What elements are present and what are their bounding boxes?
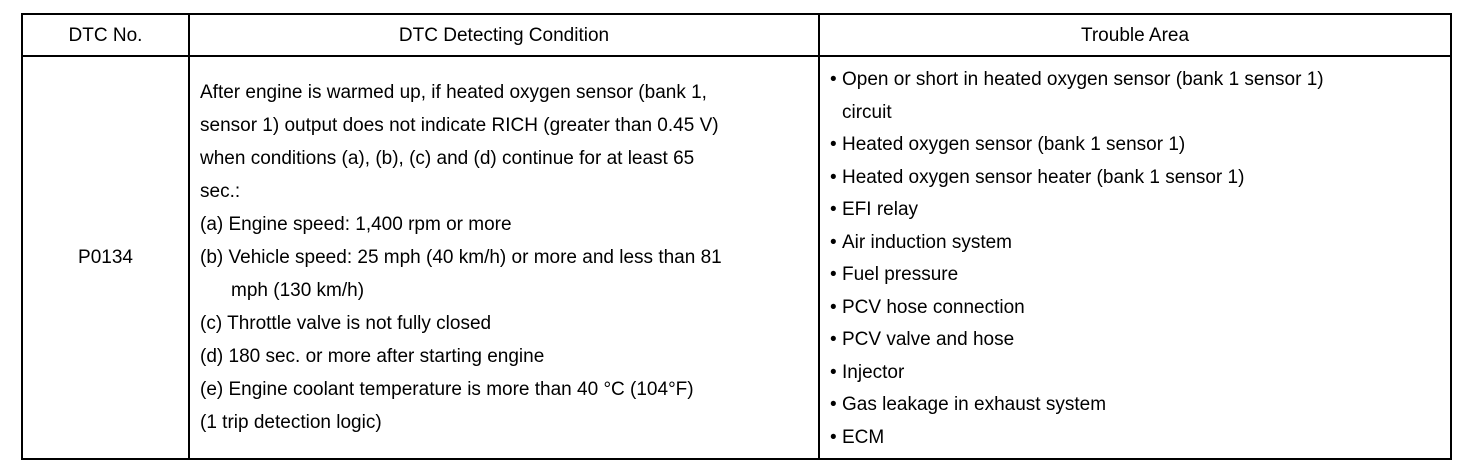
condition-e: (e) Engine coolant temperature is more than 40 °C (104°F)	[200, 379, 694, 400]
bullet-icon: •	[830, 329, 837, 350]
trouble-area-item	[830, 64, 1450, 129]
bullet-icon: •	[830, 134, 837, 155]
condition-intro-line: After engine is warmed up, if heated oxygen sensor (bank 1,	[200, 82, 707, 103]
dtc-code: P0134	[22, 56, 189, 459]
trouble-area-item	[830, 162, 1450, 195]
header-row	[22, 14, 1451, 56]
header-condition: DTC Detecting Condition	[189, 14, 819, 56]
trouble-area-continuation: circuit	[842, 101, 892, 123]
trouble-area-item	[830, 259, 1450, 292]
trouble-area-text: ECM	[842, 426, 885, 448]
header-dtc-no: DTC No.	[22, 14, 189, 56]
trouble-area-item	[830, 129, 1450, 162]
trouble-area-text: Air induction system	[842, 231, 1013, 253]
detection-logic: (1 trip detection logic)	[200, 412, 382, 433]
condition-a: (a) Engine speed: 1,400 rpm or more	[200, 214, 512, 235]
bullet-icon: •	[830, 264, 837, 285]
trouble-area-text: PCV valve and hose	[842, 329, 1015, 350]
trouble-area-item	[830, 422, 1450, 455]
condition-b-text: (b) Vehicle speed: 25 mph (40 km/h) or more and less than 81	[200, 247, 722, 268]
trouble-area-text: Open or short in heated oxygen sensor (bank 1 sensor 1)	[842, 69, 1324, 90]
trouble-area-item	[830, 194, 1450, 227]
bullet-icon: •	[830, 394, 837, 415]
condition-b-continuation: mph (130 km/h)	[231, 280, 365, 301]
trouble-area-cell	[819, 56, 1451, 459]
condition-intro-line: sec.:	[200, 181, 241, 202]
detecting-condition-cell	[189, 56, 819, 459]
bullet-icon: •	[830, 426, 837, 448]
condition-b	[200, 241, 818, 307]
trouble-area-text: Heated oxygen sensor heater (bank 1 sensor 1)	[842, 166, 1245, 188]
dtc-table	[21, 13, 1452, 460]
trouble-area-text: Injector	[842, 361, 905, 383]
trouble-area-item	[830, 357, 1450, 390]
condition-intro-line: when conditions (a), (b), (c) and (d) continue for at least 65	[200, 148, 695, 169]
bullet-icon: •	[830, 166, 837, 188]
trouble-area-item	[830, 227, 1450, 260]
condition-d: (d) 180 sec. or more after starting engine	[200, 346, 545, 367]
condition-c: (c) Throttle valve is not fully closed	[200, 313, 492, 334]
trouble-area-text: EFI relay	[842, 199, 919, 220]
table-row	[22, 56, 1451, 459]
trouble-area-text: Fuel pressure	[842, 264, 959, 285]
trouble-area-text: Heated oxygen sensor (bank 1 sensor 1)	[842, 134, 1186, 155]
trouble-area-item	[830, 324, 1450, 357]
trouble-area-item	[830, 389, 1450, 422]
trouble-area-text: PCV hose connection	[842, 296, 1025, 318]
bullet-icon: •	[830, 361, 837, 383]
trouble-area-item	[830, 292, 1450, 325]
header-trouble-area: Trouble Area	[819, 14, 1451, 56]
trouble-area-text: Gas leakage in exhaust system	[842, 394, 1107, 415]
bullet-icon: •	[830, 296, 837, 318]
bullet-icon: •	[830, 231, 837, 253]
bullet-icon: •	[830, 69, 837, 90]
condition-intro-line: sensor 1) output does not indicate RICH (greater than 0.45 V)	[200, 115, 719, 136]
bullet-icon: •	[830, 199, 837, 220]
